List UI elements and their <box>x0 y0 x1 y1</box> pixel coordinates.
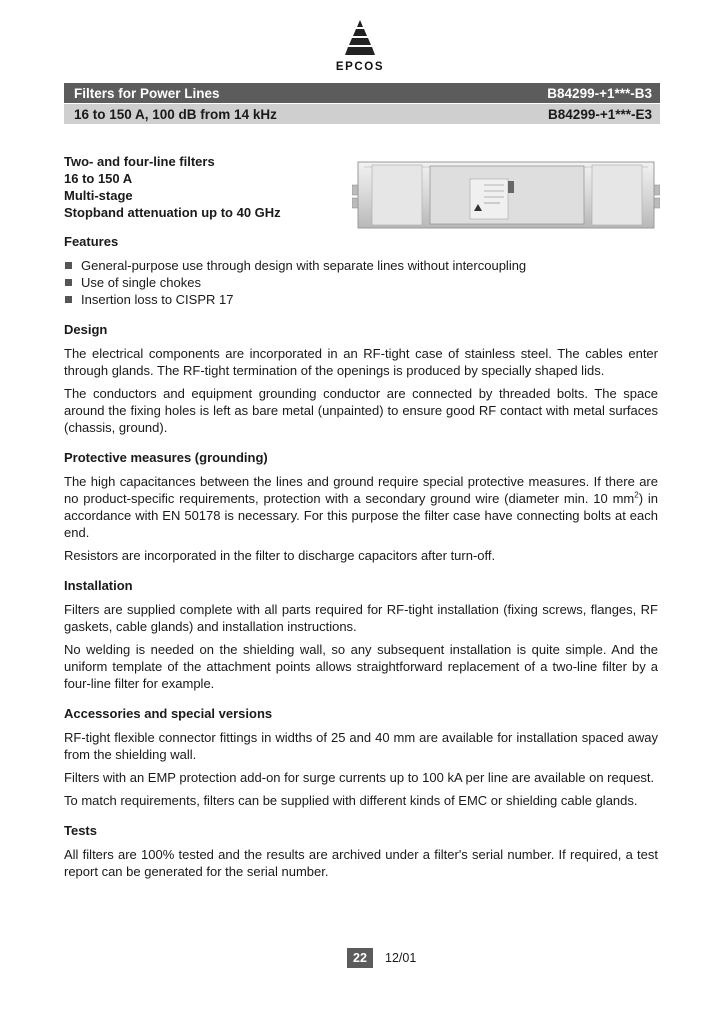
superscript: 2 <box>634 490 639 500</box>
intro-line: 16 to 150 A <box>64 171 133 186</box>
protective-text: The high capacitances between the lines and ground require special protective measures. If there are no product-specific requirements, protection with a secondary ground wire (diameter min. 10 mm <box>64 474 658 506</box>
installation-paragraph: Filters are supplied complete with all parts required for RF-tight installation (fixing screws, flanges, RF gaskets, cable glands) and installation instructions. <box>64 602 658 634</box>
features-list <box>64 257 658 308</box>
installation-paragraph: No welding is needed on the shielding wall, so any subsequent installation is quite simple. And the uniform template of the attachment points allows straightforward replacement of a two-line filter by a four-line filter for example. <box>64 642 658 691</box>
design-paragraph: The conductors and equipment grounding conductor are connected by threaded bolts. The space around the fixing holes is left as bare metal (unpainted) to ensure good RF contact with metal surfaces (chassis, ground). <box>64 386 658 435</box>
design-heading: Design <box>64 322 108 337</box>
features-section <box>64 233 658 308</box>
epcos-logo-icon <box>340 18 380 58</box>
accessories-paragraph: RF-tight flexible connector fittings in widths of 25 and 40 mm are available for installation spaced away from the shielding wall. <box>64 730 658 762</box>
header-part-number-e3: B84299-+1***-E3 <box>548 106 652 122</box>
accessories-paragraph: To match requirements, filters can be supplied with different kinds of EMC or shielding cable glands. <box>64 793 638 808</box>
header-part-number-b3: B84299-+1***-B3 <box>547 85 652 101</box>
installation-section <box>64 577 658 692</box>
intro-line: Two- and four-line filters <box>64 154 215 169</box>
intro-line: Stopband attenuation up to 40 GHz <box>64 205 281 220</box>
header-title: Filters for Power Lines <box>74 85 220 101</box>
page-footer <box>347 948 416 968</box>
tests-heading: Tests <box>64 823 97 838</box>
list-item: Use of single chokes <box>64 274 658 291</box>
list-item: Insertion loss to CISPR 17 <box>64 291 658 308</box>
accessories-section <box>64 705 658 809</box>
header-row-subtitle <box>64 104 660 124</box>
protective-section <box>64 449 658 564</box>
accessories-paragraph: Filters with an EMP protection add-on for surge currents up to 100 kA per line are available on request. <box>64 770 655 785</box>
tests-section <box>64 822 658 880</box>
design-section <box>64 321 658 436</box>
protective-heading: Protective measures (grounding) <box>64 450 268 465</box>
tests-paragraph: All filters are 100% tested and the results are archived under a filter's serial number. If required, a test report can be generated for the serial number. <box>64 847 658 879</box>
revision-date: 12/01 <box>385 951 417 965</box>
filter-product-photo <box>352 161 660 229</box>
list-item: General-purpose use through design with separate lines without intercoupling <box>64 257 658 274</box>
protective-paragraph: Resistors are incorporated in the filter to discharge capacitors after turn-off. <box>64 548 496 563</box>
protective-text: ) in accordance with EN 50178 is necessary. For this purpose the filter case have connecting bolts at each end. <box>64 491 658 540</box>
header-row-title <box>64 83 660 103</box>
page-number: 22 <box>347 948 373 968</box>
header-subtitle: 16 to 150 A, 100 dB from 14 kHz <box>74 106 277 122</box>
epcos-logo <box>320 18 400 73</box>
features-heading: Features <box>64 234 119 249</box>
protective-paragraph <box>64 473 658 541</box>
intro-line: Multi-stage <box>64 188 133 203</box>
logo-text: EPCOS <box>335 61 385 73</box>
accessories-heading: Accessories and special versions <box>64 706 273 721</box>
design-paragraph: The electrical components are incorporated in an RF-tight case of stainless steel. The cables enter through glands. The RF-tight termination of the openings is produced by specially shaped lids. <box>64 346 658 378</box>
intro-summary <box>64 153 281 221</box>
installation-heading: Installation <box>64 578 133 593</box>
document-header <box>64 83 660 124</box>
main-content <box>64 233 658 880</box>
